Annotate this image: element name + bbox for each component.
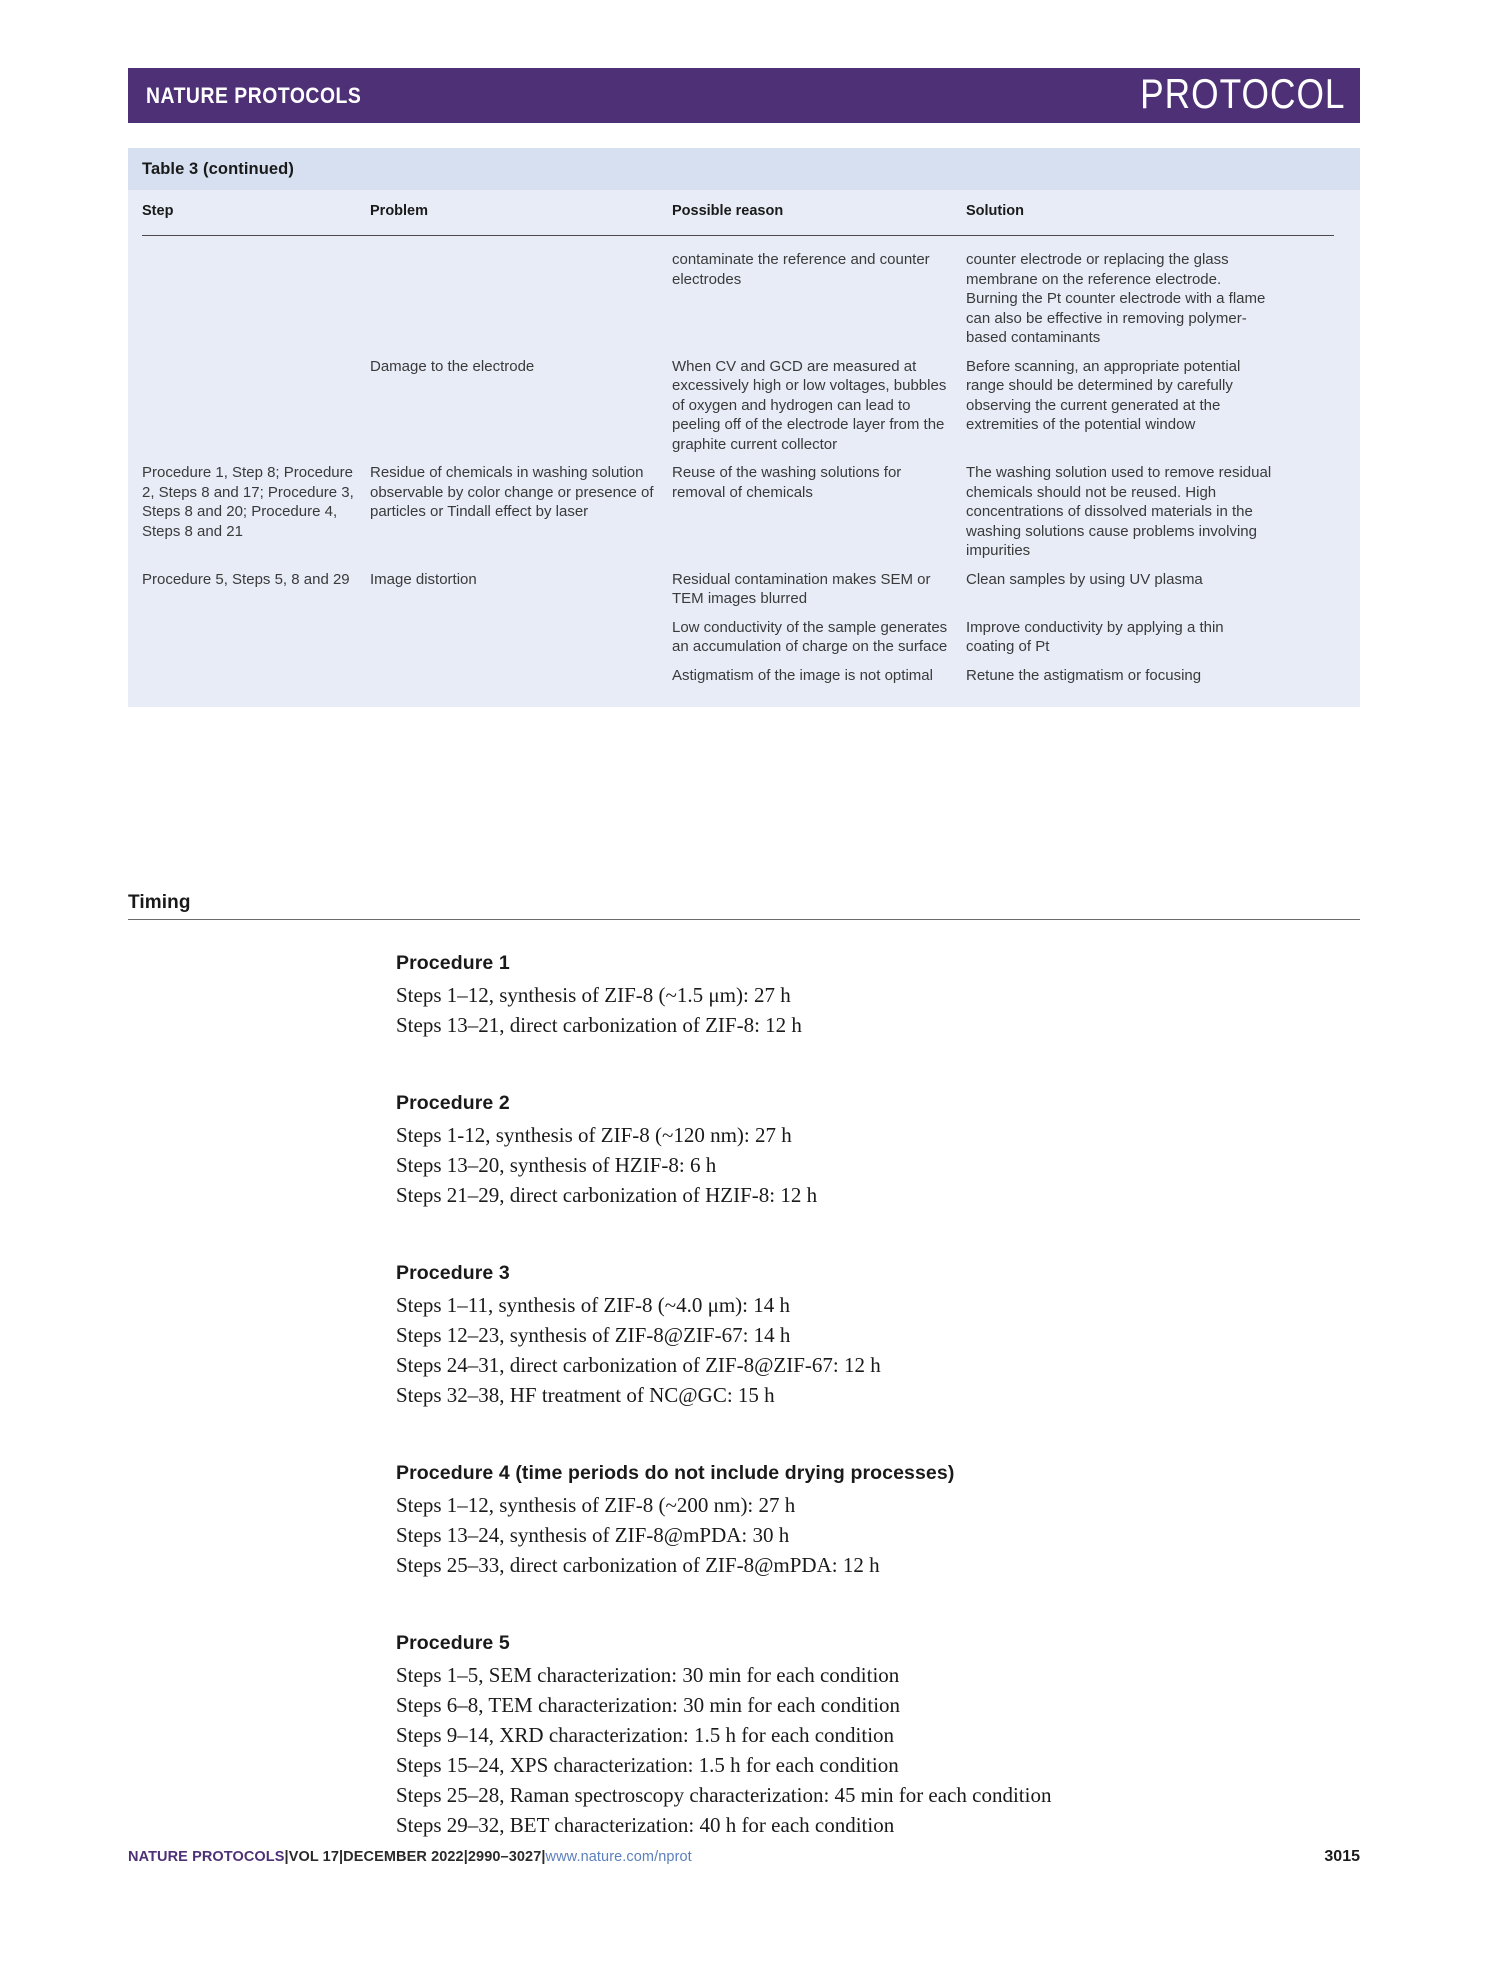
procedure-step-line: Steps 29–32, BET characterization: 40 h for each condition	[396, 1813, 895, 1838]
footer-url-link[interactable]: www.nature.com/nprot	[545, 1849, 692, 1865]
column-header-reason: Possible reason	[672, 203, 784, 219]
procedure-step-line: Steps 1–5, SEM characterization: 30 min for each condition	[396, 1663, 900, 1688]
cell-problem: Image distortion	[370, 570, 477, 588]
procedure-step-line: Steps 21–29, direct carbonization of HZIF-8: 12 h	[396, 1183, 818, 1208]
procedure-title: Procedure 2	[396, 1092, 510, 1115]
procedure-block	[396, 1632, 1396, 1840]
procedure-title: Procedure 3	[396, 1262, 510, 1285]
procedure-step-line: Steps 1–12, synthesis of ZIF-8 (~200 nm): 27 h	[396, 1493, 796, 1518]
procedure-step-line: Steps 1–11, synthesis of ZIF-8 (~4.0 μm): 14 h	[396, 1293, 790, 1318]
table-3-continued	[128, 148, 1360, 707]
cell-problem: Residue of chemicals in washing solution observable by color change or presence of particles or Tindall effect by laser	[370, 464, 654, 520]
cell-solution: Retune the astigmatism or focusing	[966, 666, 1202, 684]
procedure-step-line: Steps 24–31, direct carbonization of ZIF-8@ZIF-67: 12 h	[396, 1353, 881, 1378]
table-row	[128, 348, 1360, 455]
procedure-step-line: Steps 25–33, direct carbonization of ZIF-8@mPDA: 12 h	[396, 1553, 880, 1578]
cell-solution: Clean samples by using UV plasma	[966, 570, 1203, 588]
cell-step	[142, 357, 370, 455]
cell-step	[142, 618, 370, 657]
procedure-step-line: Steps 12–23, synthesis of ZIF-8@ZIF-67: 14 h	[396, 1323, 791, 1348]
table-row	[128, 609, 1360, 657]
timing-procedures-list	[396, 952, 1396, 1840]
cell-problem	[370, 618, 672, 657]
cell-reason: Reuse of the washing solutions for removal of chemicals	[672, 464, 902, 501]
table-row	[128, 657, 1360, 686]
cell-step: Procedure 5, Steps 5, 8 and 29	[142, 570, 350, 588]
cell-reason: When CV and GCD are measured at excessively high or low voltages, bubbles of oxygen and hydrogen can lead to peeling off of the electrode layer from the graphite current collector	[672, 357, 947, 453]
cell-reason: contaminate the reference and counter electrodes	[672, 251, 930, 288]
procedure-step-line: Steps 15–24, XPS characterization: 1.5 h for each condition	[396, 1753, 899, 1778]
procedure-title: Procedure 5	[396, 1632, 510, 1655]
footer-journal-name: NATURE PROTOCOLS	[128, 1849, 285, 1865]
cell-reason: Low conductivity of the sample generates an accumulation of charge on the surface	[672, 618, 948, 655]
section-title: Timing	[128, 892, 191, 913]
column-header-step: Step	[142, 203, 174, 219]
cell-solution: Before scanning, an appropriate potential range should be determined by carefully observing the current generated at the extremities of the potential window	[966, 357, 1241, 433]
journal-name: NATURE PROTOCOLS	[146, 82, 362, 108]
table-body	[128, 190, 1360, 707]
table-caption: Table 3 (continued)	[128, 148, 1360, 190]
cell-step	[142, 250, 370, 348]
procedure-step-line: Steps 32–38, HF treatment of NC@GC: 15 h	[396, 1383, 775, 1408]
procedure-step-line: Steps 1-12, synthesis of ZIF-8 (~120 nm): 27 h	[396, 1123, 792, 1148]
cell-step: Procedure 1, Step 8; Procedure 2, Steps 8 and 17; Procedure 3, Steps 8 and 20; Procedure 4, Steps 8 and 21	[142, 464, 354, 540]
procedure-block	[396, 952, 1396, 1040]
procedure-step-line: Steps 13–21, direct carbonization of ZIF-8: 12 h	[396, 1013, 802, 1038]
table-row	[128, 236, 1360, 348]
procedure-step-line: Steps 25–28, Raman spectroscopy characterization: 45 min for each condition	[396, 1783, 1052, 1808]
procedure-step-line: Steps 6–8, TEM characterization: 30 min for each condition	[396, 1693, 901, 1718]
section-rule	[128, 919, 1360, 920]
cell-step	[142, 666, 370, 686]
cell-solution: counter electrode or replacing the glass membrane on the reference electrode. Burning the Pt counter electrode with a flame can also be effective in removing polymer-based contaminants	[966, 251, 1266, 346]
procedure-step-line: Steps 13–20, synthesis of HZIF-8: 6 h	[396, 1153, 717, 1178]
procedure-step-line: Steps 1–12, synthesis of ZIF-8 (~1.5 μm): 27 h	[396, 983, 791, 1007]
procedure-step-line: Steps 9–14, XRD characterization: 1.5 h for each condition	[396, 1723, 895, 1748]
cell-solution: The washing solution used to remove residual chemicals should not be reused. High concentrations of dissolved materials in the washing solutions cause problems involving impurities	[966, 464, 1272, 559]
footer-citation	[128, 1849, 692, 1865]
table-row	[128, 454, 1360, 561]
procedure-step-line: Steps 13–24, synthesis of ZIF-8@mPDA: 30 h	[396, 1523, 790, 1548]
column-header-solution: Solution	[966, 203, 1024, 219]
procedure-block	[396, 1262, 1396, 1410]
procedure-title: Procedure 1	[396, 952, 510, 974]
table-row	[128, 561, 1360, 609]
column-header-problem: Problem	[370, 203, 429, 219]
cell-problem	[370, 666, 672, 686]
cell-reason: Residual contamination makes SEM or TEM images blurred	[672, 570, 931, 607]
table-header-row	[128, 190, 1360, 219]
running-head-bar	[128, 68, 1360, 123]
procedure-block	[396, 1092, 1396, 1210]
cell-problem	[370, 250, 672, 348]
procedure-title: Procedure 4 (time periods do not include drying processes)	[396, 1462, 955, 1485]
cell-solution: Improve conductivity by applying a thin coating of Pt	[966, 618, 1224, 655]
page-footer	[128, 1848, 1360, 1866]
timing-section-heading	[128, 892, 1360, 920]
footer-volume-info: |VOL 17|DECEMBER 2022|2990–3027|	[284, 1849, 546, 1865]
procedure-block	[396, 1462, 1396, 1580]
cell-problem: Damage to the electrode	[370, 357, 535, 375]
article-type-label: PROTOCOL	[1140, 70, 1346, 117]
page-number: 3015	[1324, 1848, 1360, 1865]
cell-reason: Astigmatism of the image is not optimal	[672, 666, 933, 684]
